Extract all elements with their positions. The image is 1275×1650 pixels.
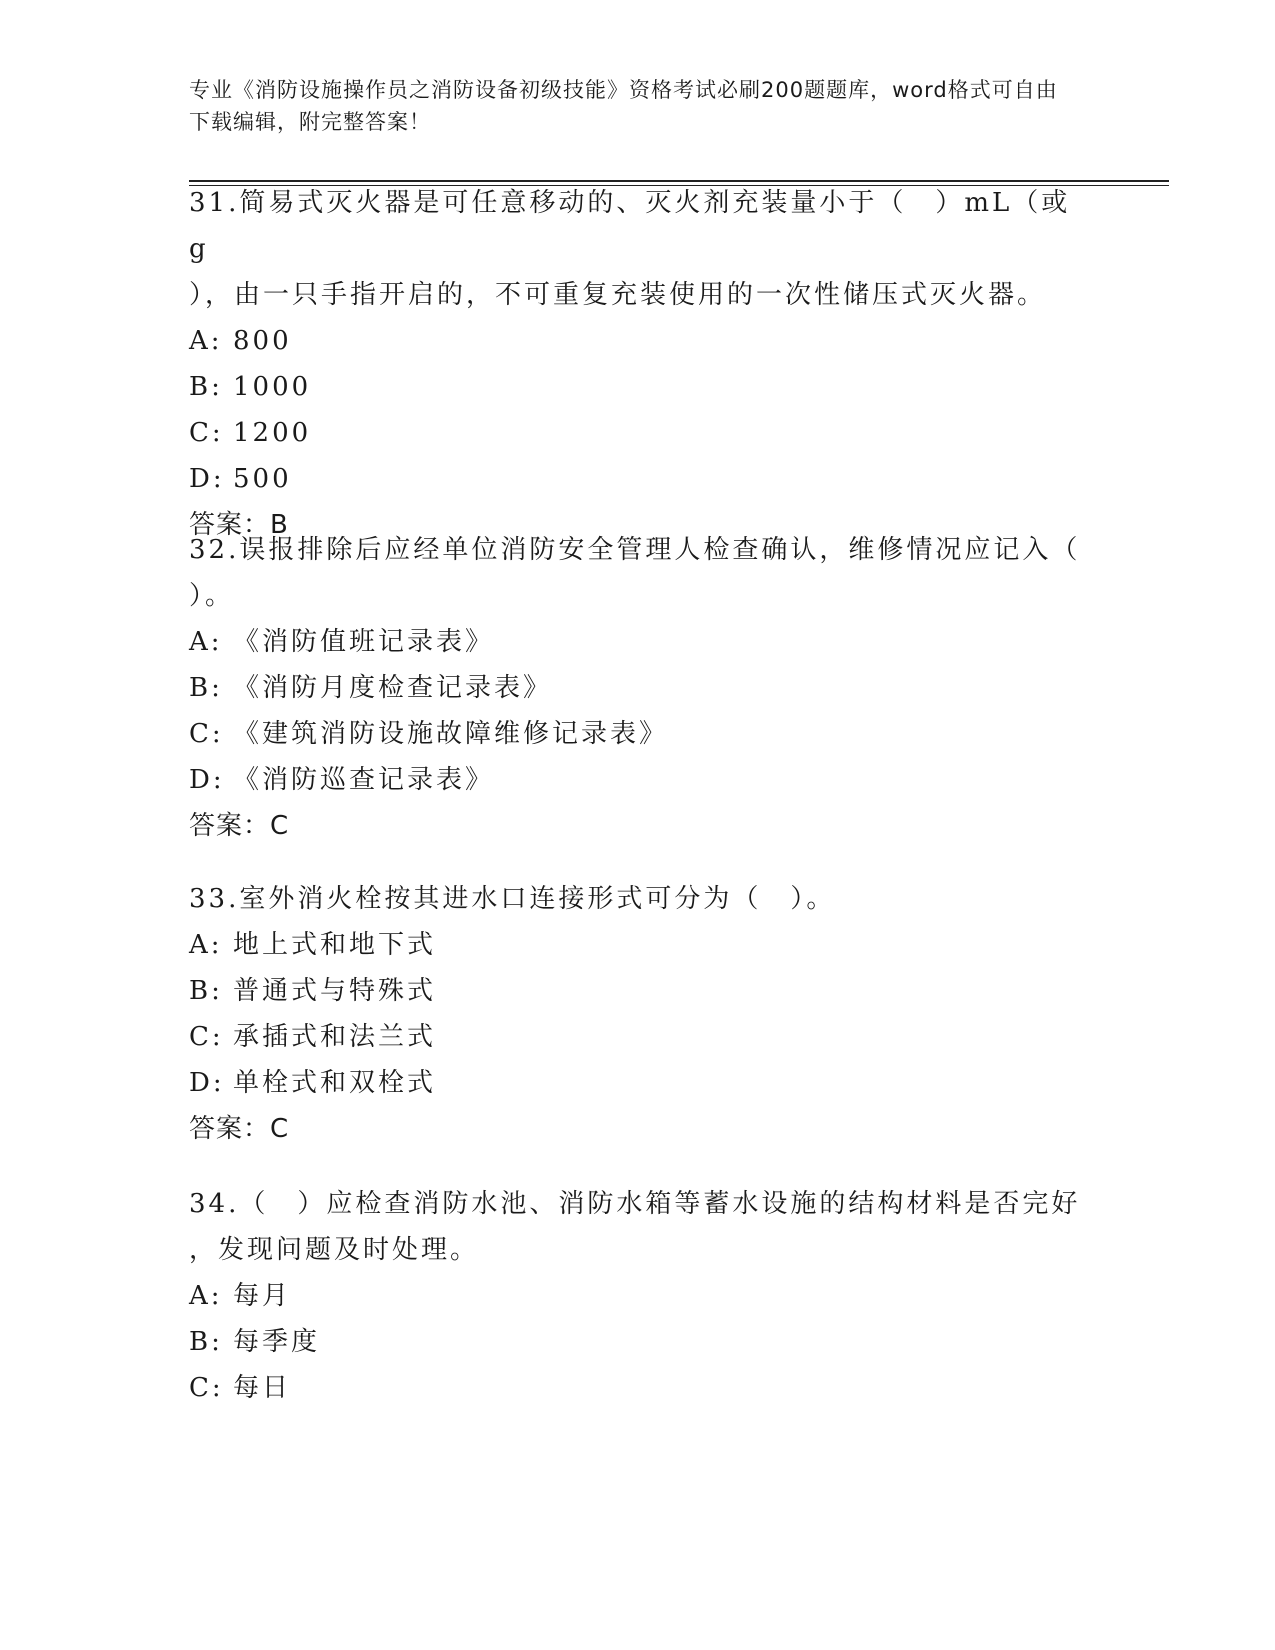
- option-letter: C:: [189, 1373, 224, 1403]
- question-stem: 33.室外消火栓按其进水口连接形式可分为（ ）。: [189, 884, 836, 914]
- option-d: [189, 1060, 1089, 1106]
- option-text: 承插式和法兰式: [233, 1022, 437, 1052]
- option-letter: B:: [189, 372, 223, 402]
- question-32: [189, 527, 1089, 849]
- option-letter: B:: [189, 673, 223, 703]
- option-c: [189, 1365, 1089, 1411]
- option-text: 每日: [233, 1373, 292, 1403]
- question-34: [189, 1181, 1089, 1411]
- option-b: [189, 364, 1089, 410]
- option-letter: C:: [189, 1022, 224, 1052]
- option-b: [189, 968, 1089, 1014]
- option-text: 每月: [233, 1281, 292, 1311]
- option-letter: A:: [189, 1281, 223, 1311]
- option-text: 1200: [233, 418, 312, 448]
- answer: 答案：C: [189, 1114, 290, 1144]
- header-title: 专业《消防设施操作员之消防设备初级技能》资格考试必刷200题题库，word格式可自由下载编辑，附完整答案！: [189, 78, 1058, 134]
- question-stem-continued: ，发现问题及时处理。: [189, 1235, 480, 1265]
- option-d: [189, 456, 1089, 502]
- option-text: 《消防月度检查记录表》: [233, 673, 553, 703]
- option-letter: B:: [189, 1327, 223, 1357]
- option-text: 500: [233, 464, 292, 494]
- question-stem: 32.误报排除后应经单位消防安全管理人检查确认，维修情况应记入（: [189, 535, 1081, 565]
- option-a: [189, 318, 1089, 364]
- question-stem: 34.（ ）应检查消防水池、消防水箱等蓄水设施的结构材料是否完好: [189, 1189, 1081, 1219]
- option-text: 《消防巡查记录表》: [233, 765, 495, 795]
- option-text: 800: [233, 326, 292, 356]
- option-text: 单栓式和双栓式: [233, 1068, 437, 1098]
- option-letter: A:: [189, 627, 223, 657]
- option-a: [189, 1273, 1089, 1319]
- option-c: [189, 711, 1089, 757]
- option-letter: A:: [189, 930, 223, 960]
- option-letter: D:: [189, 464, 225, 494]
- question-stem-continued: ），由一只手指开启的，不可重复充装使用的一次性储压式灭火器。: [189, 280, 1047, 310]
- option-text: 每季度: [233, 1327, 321, 1357]
- question-stem-continued: ）。: [189, 581, 235, 611]
- option-letter: B:: [189, 976, 223, 1006]
- option-letter: D:: [189, 1068, 225, 1098]
- option-text: 1000: [233, 372, 312, 402]
- question-stem: 31.简易式灭火器是可任意移动的、灭火剂充装量小于（ ）mL（或g: [189, 188, 1071, 264]
- option-letter: A:: [189, 326, 223, 356]
- option-letter: D:: [189, 765, 225, 795]
- option-text: 《建筑消防设施故障维修记录表》: [233, 719, 669, 749]
- option-letter: C:: [189, 418, 224, 448]
- answer: 答案：C: [189, 811, 290, 841]
- option-a: [189, 619, 1089, 665]
- answer: 答案：B: [189, 510, 289, 540]
- option-c: [189, 410, 1089, 456]
- question-31: [189, 180, 1089, 548]
- question-33: [189, 876, 1089, 1152]
- option-a: [189, 922, 1089, 968]
- option-b: [189, 665, 1089, 711]
- document-header: [189, 74, 1069, 138]
- option-text: 普通式与特殊式: [233, 976, 437, 1006]
- option-d: [189, 757, 1089, 803]
- option-b: [189, 1319, 1089, 1365]
- option-c: [189, 1014, 1089, 1060]
- option-letter: C:: [189, 719, 224, 749]
- option-text: 地上式和地下式: [233, 930, 437, 960]
- option-text: 《消防值班记录表》: [233, 627, 495, 657]
